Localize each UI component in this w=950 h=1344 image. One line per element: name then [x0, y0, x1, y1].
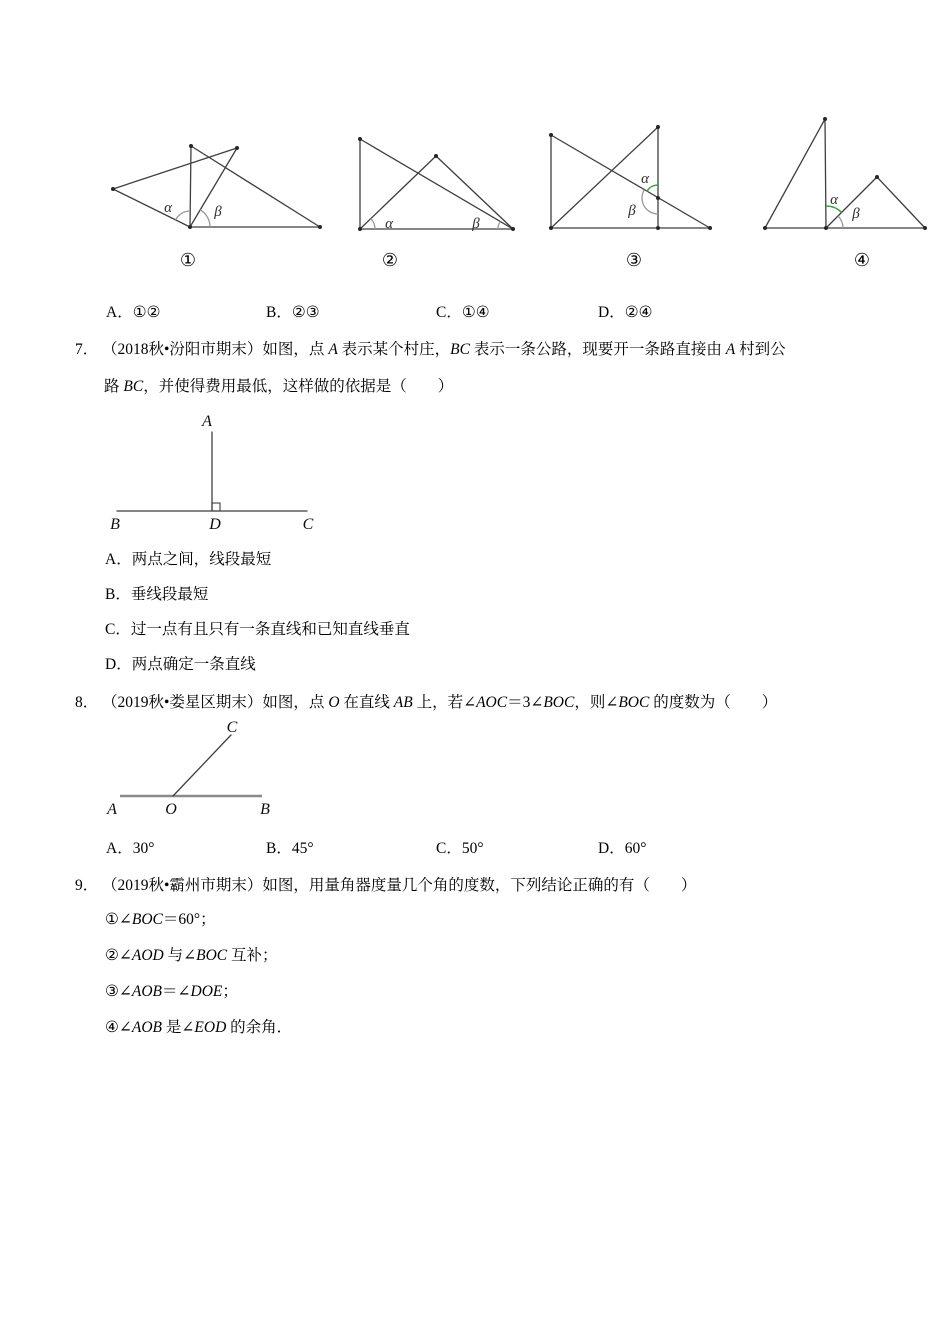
q9-number: 9． [75, 877, 99, 894]
q7-option-a: A．两点之间，线段最短 [105, 551, 272, 568]
figure-2-number: ② [381, 250, 399, 271]
figure-4-alpha-label: α [830, 192, 838, 208]
figure-4-lines [763, 117, 927, 230]
q9-statement-3: ③∠AOB＝∠DOE； [105, 983, 238, 1000]
figure-3 [545, 120, 720, 235]
figure-4-beta-label: β [852, 206, 860, 222]
figure-1-beta-label: β [214, 204, 222, 220]
q7-option-c: C．过一点有且只有一条直线和已知直线垂直 [105, 621, 410, 638]
q8-stem: （2019秋•娄星区期末）如图，点 O 在直线 AB 上，若∠AOC＝3∠BOC，则∠BOC 的度数为（ ） [102, 694, 778, 711]
q8-option-b: B．45° [266, 840, 314, 857]
q8-option-c: C．50° [436, 840, 484, 857]
figure-2 [352, 130, 522, 235]
q7-option-b: B．垂线段最短 [105, 586, 209, 603]
figure-4-number: ④ [853, 250, 871, 271]
q7-number: 7． [75, 341, 99, 358]
q8-label-C: C [226, 719, 238, 736]
q6-option-d: D．②④ [598, 304, 653, 321]
q7-option-d: D．两点确定一条直线 [105, 656, 256, 673]
figure-3-number: ③ [625, 250, 643, 271]
q7-label-B: B [110, 516, 120, 533]
q9-statement-2: ②∠AOD 与∠BOC 互补； [105, 947, 278, 964]
q6-option-b: B．②③ [266, 304, 320, 321]
q8-option-d: D．60° [598, 840, 647, 857]
figure-3-beta-label: β [628, 203, 636, 219]
q6-option-c: C．①④ [436, 304, 490, 321]
q7-label-A: A [202, 413, 212, 430]
q8-figure [95, 718, 295, 818]
figure-1 [105, 115, 325, 235]
figure-2-beta-label: β [472, 216, 480, 232]
figure-2-lines [358, 137, 515, 231]
figure-2-alpha-label: α [385, 216, 393, 232]
figure-3-alpha-label: α [641, 171, 649, 187]
q7-stem-line1: （2018秋•汾阳市期末）如图，点 A 表示某个村庄，BC 表示一条公路，现要开一条路直接由 A 村到公 [102, 341, 786, 358]
q7-label-C: C [302, 516, 314, 533]
q6-option-a: A．①② [106, 304, 161, 321]
q9-statement-4: ④∠AOB 是∠EOD 的余角． [105, 1019, 293, 1036]
figure-1-alpha-label: α [164, 200, 172, 216]
q8-number: 8． [75, 694, 99, 711]
figure-1-number: ① [179, 250, 197, 271]
q8-label-B: B [260, 801, 270, 818]
q8-label-A: A [107, 801, 117, 818]
q8-figure-lines [120, 735, 262, 796]
q9-stem: （2019秋•霸州市期末）如图，用量角器度量几个角的度数，下列结论正确的有（ ） [102, 877, 697, 894]
q7-figure [100, 408, 340, 538]
q7-label-D: D [209, 516, 221, 533]
figure-4 [760, 112, 930, 235]
q8-label-O: O [165, 801, 177, 818]
q9-statement-1: ①∠BOC＝60°； [105, 911, 216, 928]
q8-option-a: A．30° [106, 840, 155, 857]
q7-figure-lines [117, 432, 307, 511]
q7-stem-line2: 路 BC，并使得费用最低，这样做的依据是（ ） [104, 378, 454, 395]
